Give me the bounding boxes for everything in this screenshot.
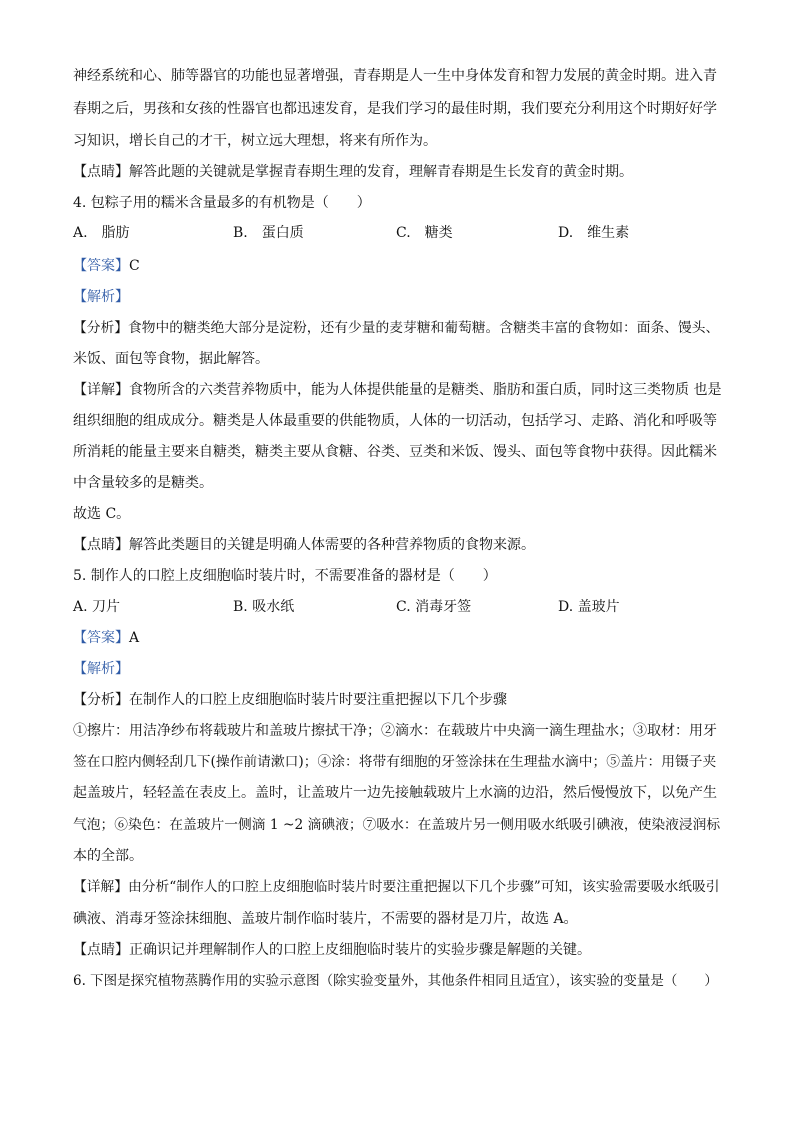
- q5-fenxi-line: ①擦片：用洁净纱布将载玻片和盖玻片擦拭干净；②滴水：在载玻片中央滴一滴生理盐水；③取材：用牙: [73, 723, 717, 739]
- q4-answer: [73, 256, 140, 276]
- q5-xiangjie-line: 碘液、消毒牙签涂抹细胞、盖玻片制作临时装片，不需要的器材是刀片，故选 A。: [73, 911, 578, 927]
- q4-option-b: B. 蛋白质: [233, 225, 304, 241]
- paragraph-line: 神经系统和心、肺等器官的功能也显著增强，青春期是人一生中身体发育和智力发展的黄金时期。进入青: [73, 68, 717, 84]
- q4-choose: 故选 C。: [73, 506, 131, 522]
- q4-xiangjie-line: 【详解】食物所含的六类营养物质中，能为人体提供能量的是糖类、脂肪和蛋白质，同时这三类物质 也是: [73, 382, 722, 398]
- q5-option-a: A. 刀片: [73, 599, 121, 615]
- q4-fenxi-line: 米饭、面包等食物，据此解答。: [73, 351, 269, 367]
- q4-comment: 【点睛】解答此类题目的关键是明确人体需要的各种营养物质的食物来源。: [73, 537, 535, 553]
- q3-comment: 【点睛】解答此题的关键就是掌握青春期生理的发育，理解青春期是生长发育的黄金时期。: [73, 164, 633, 180]
- answer-value: A: [129, 630, 140, 646]
- q4-option-c: C. 糖类: [396, 225, 453, 241]
- q5-xiangjie-line: 【详解】由分析“制作人的口腔上皮细胞临时装片时要注重把握以下几个步骤”可知，该实验需要吸水纸吸引: [73, 879, 720, 895]
- q5-option-d: D. 盖玻片: [558, 599, 620, 615]
- answer-value: C: [129, 258, 140, 274]
- q4-xiangjie-line: 组织细胞的组成成分。糖类是人体最重要的供能物质，人体的一切活动，包括学习、走路、消化和呼吸等: [73, 413, 717, 429]
- q4-analysis-tag: 【解析】: [73, 289, 129, 305]
- q4-option-a: A. 脂肪: [73, 225, 130, 241]
- answer-tag: 【答案】: [73, 630, 129, 646]
- q4-xiangjie-line: 中含量较多的是糖类。: [73, 475, 213, 491]
- q5-option-c: C. 消毒牙签: [396, 599, 472, 615]
- q5-fenxi-line: 本的全部。: [73, 848, 143, 864]
- paragraph-line: 习知识，增长自己的才干，树立远大理想，将来有所作为。: [73, 133, 437, 149]
- paragraph-line: 春期之后，男孩和女孩的性器官也都迅速发育，是我们学习的最佳时期，我们要充分利用这个时期好好学: [73, 101, 717, 117]
- q5-fenxi-line: 起盖玻片，轻轻盖在表皮上。盖时，让盖玻片一边先接触载玻片上水滴的边沿，然后慢慢放下，以免产生: [73, 785, 717, 801]
- q5-answer: [73, 628, 139, 648]
- q4-xiangjie-line: 所消耗的能量主要来自糖类，糖类主要从食糖、谷类、豆类和米饭、馒头、面包等食物中获得。因此糯米: [73, 444, 717, 460]
- q6-stem: 6. 下图是探究植物蒸腾作用的实验示意图（除实验变量外，其他条件相同且适宜），该实验的变量是（ ）: [73, 973, 718, 989]
- q5-stem: 5. 制作人的口腔上皮细胞临时装片时，不需要准备的器材是（ ）: [73, 568, 497, 584]
- q5-comment: 【点睛】正确识记并理解制作人的口腔上皮细胞临时装片的实验步骤是解题的关键。: [73, 942, 591, 958]
- q5-fenxi-line: 签在口腔内侧轻刮几下(操作前请漱口)；④涂：将带有细胞的牙签涂抹在生理盐水滴中；⑤盖片：用镊子夹: [73, 754, 717, 770]
- answer-tag: 【答案】: [73, 258, 129, 274]
- q5-fenxi-line: 气泡；⑥染色：在盖玻片一侧滴 1 ~2 滴碘液；⑦吸水：在盖玻片另一侧用吸水纸吸引碘液，使染液浸润标: [73, 817, 721, 833]
- q4-fenxi-line: 【分析】食物中的糖类绝大部分是淀粉，还有少量的麦芽糖和葡萄糖。含糖类丰富的食物如：面条、馒头、: [73, 320, 720, 336]
- q4-stem: 4. 包粽子用的糯米含量最多的有机物是（ ）: [73, 195, 371, 211]
- q5-option-b: B. 吸水纸: [233, 599, 295, 615]
- q5-analysis-tag: 【解析】: [73, 661, 129, 677]
- q4-option-d: D. 维生素: [558, 225, 630, 241]
- q5-fenxi-line: 【分析】在制作人的口腔上皮细胞临时装片时要注重把握以下几个步骤: [73, 692, 507, 708]
